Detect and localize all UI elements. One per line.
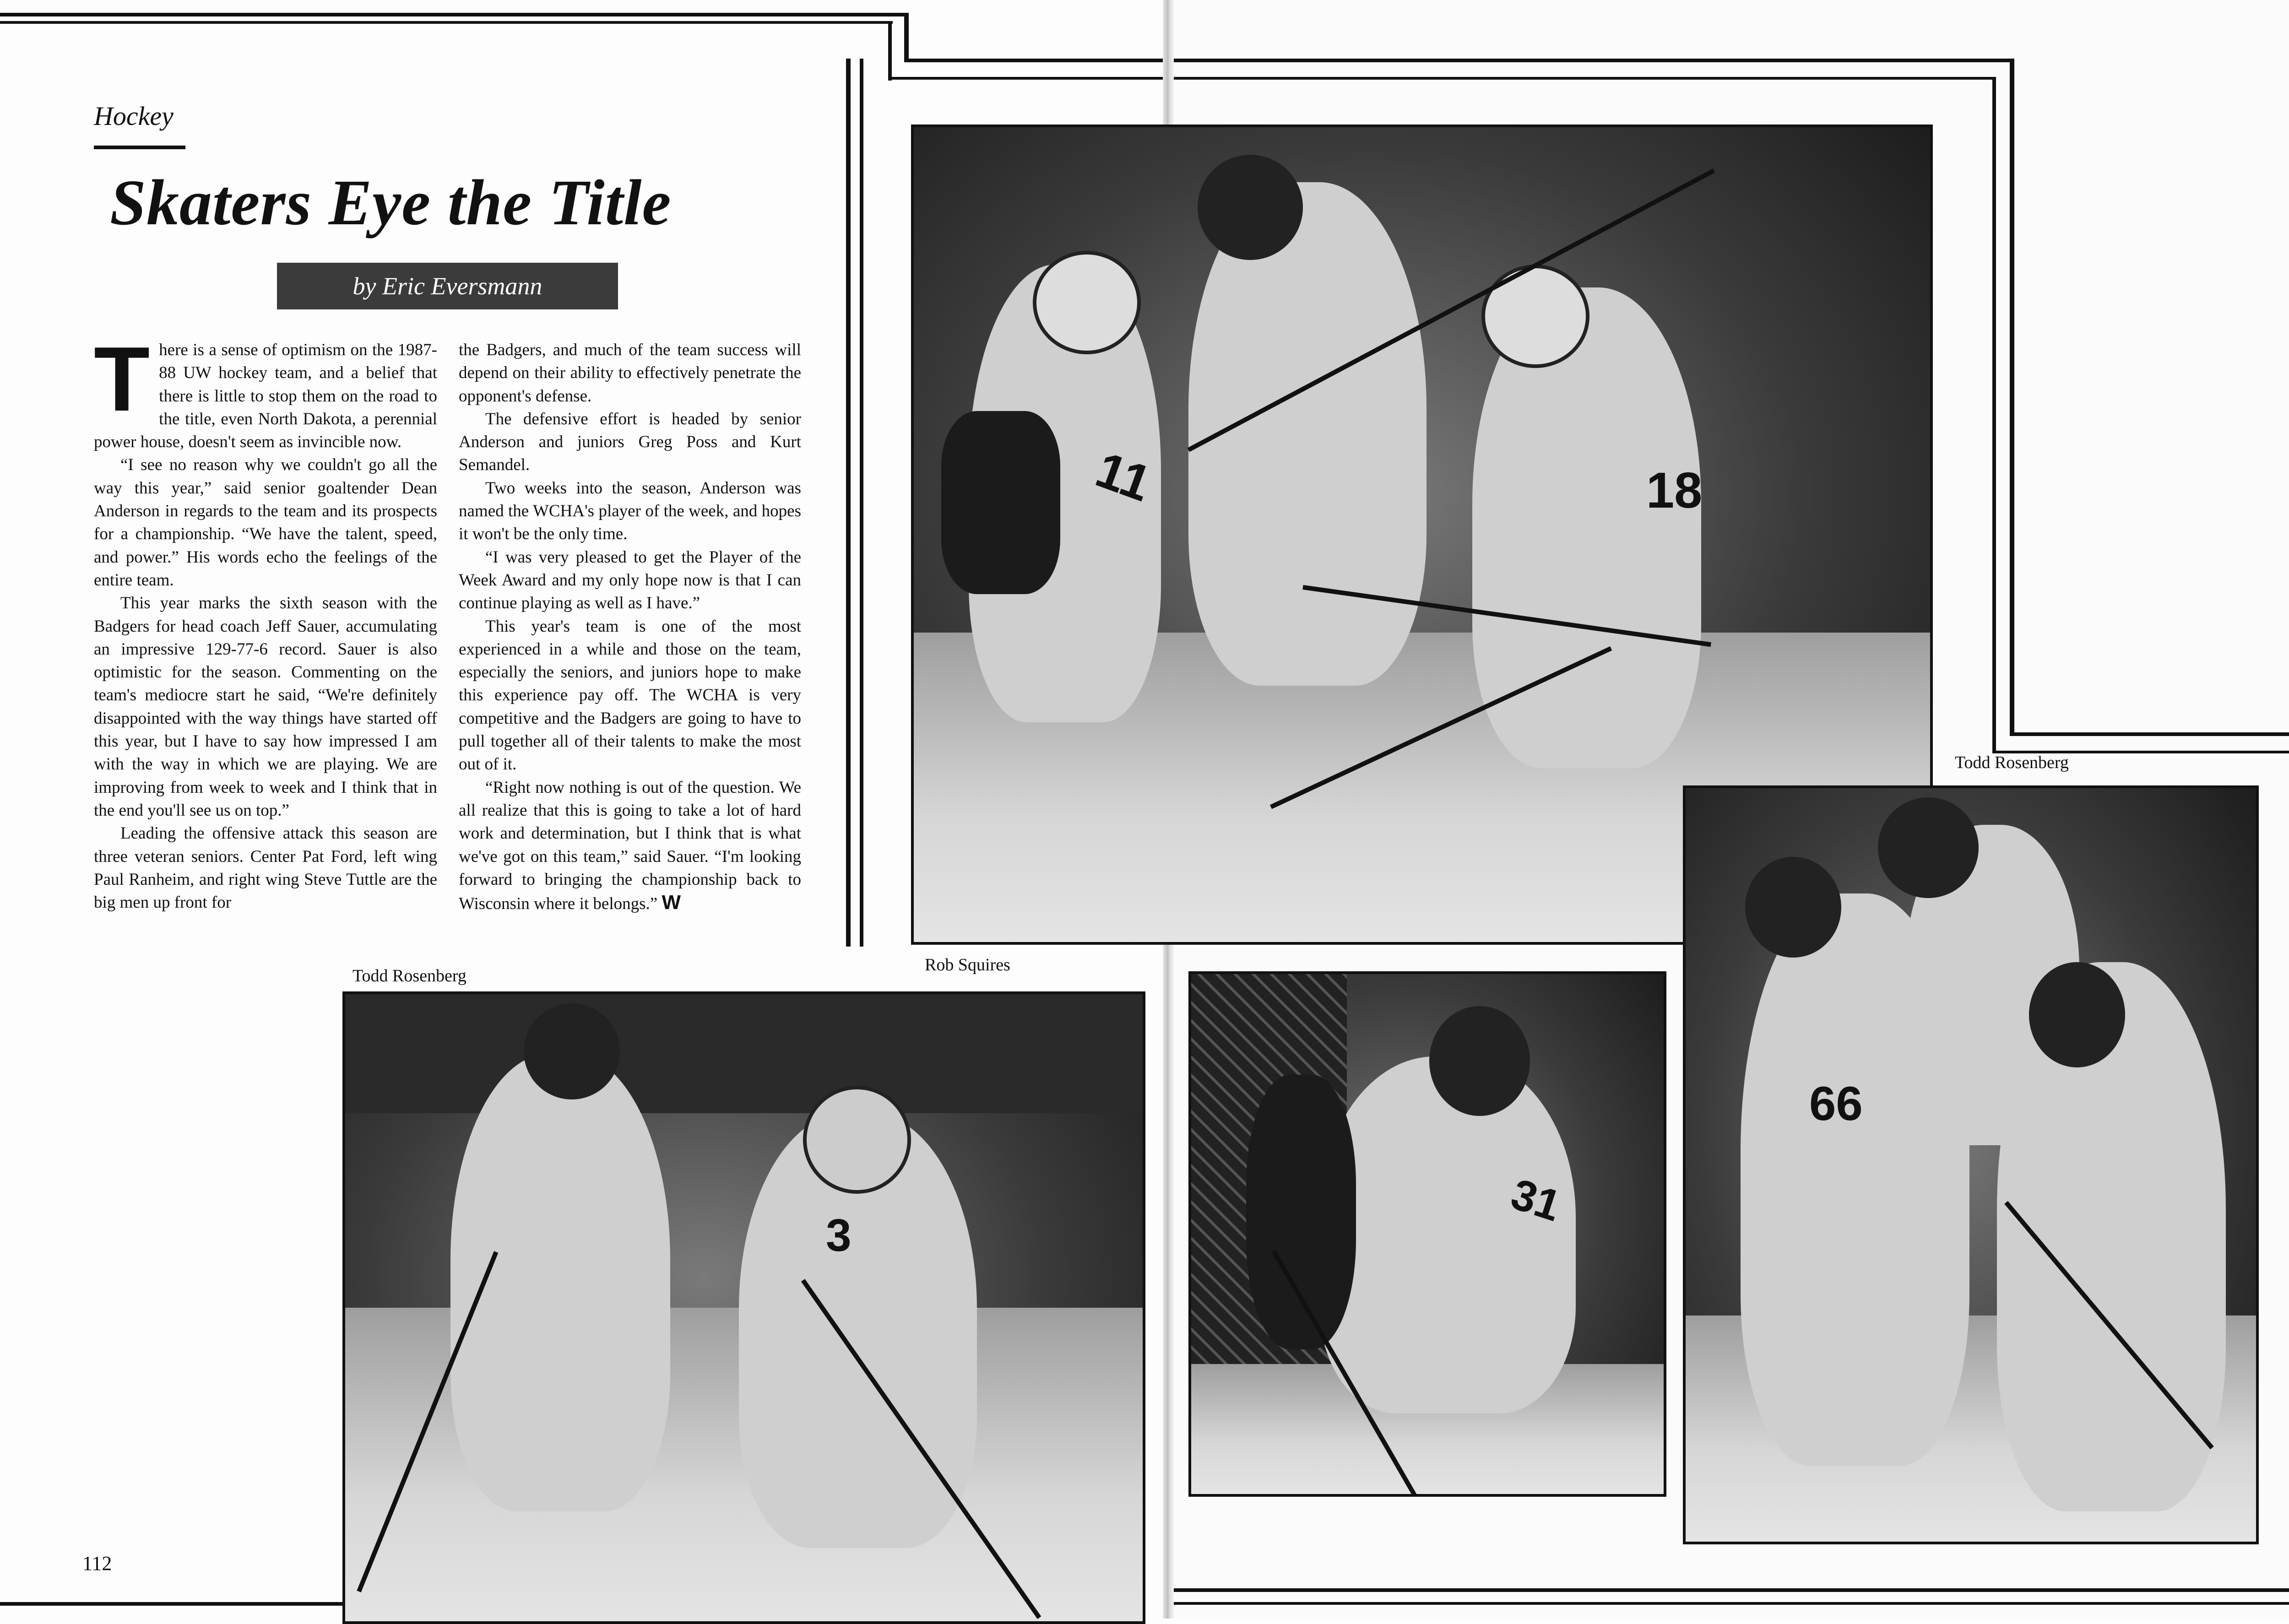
photo-hockey-boards [342, 991, 1145, 1624]
jersey-number: 18 [1646, 462, 1703, 519]
drop-cap: T [94, 328, 150, 430]
article-paragraph: Two weeks into the season, Anderson was named the WCHA's player of the week, and hopes it won't be the only time. [459, 478, 801, 544]
jersey-number: 31 [1505, 1169, 1567, 1231]
page-number: 112 [82, 1552, 112, 1575]
article-paragraph: There is a sense of optimism on the 1987-88 UW hockey team, and a belief that there is little to stop them on the road to the title, even North Dakota, a perennial power house, doesn't seem as invincible now. [94, 328, 437, 452]
article-title: Skaters Eye the Title [110, 166, 672, 238]
jersey-number: 3 [826, 1210, 852, 1261]
article-column-1 [94, 328, 437, 952]
byline-text: by Eric Eversmann [353, 272, 542, 300]
photo-credit-bottom-left: Todd Rosenberg [353, 966, 466, 985]
photo-hockey-faceoff [1683, 785, 2259, 1544]
section-label: Hockey [94, 101, 174, 131]
byline [277, 263, 618, 309]
photo-goalie [1188, 971, 1666, 1497]
section-underline [94, 146, 185, 149]
article-column-2 [459, 339, 801, 952]
article-paragraph: “I was very pleased to get the Player of the Week Award and my only hope now is that I can continue playing as well as I have.” [459, 547, 801, 613]
article-paragraph: Leading the offensive attack this season are three veteran seniors. Center Pat Ford, left wing Paul Ranheim, and right wing Steve Tuttle are the big men up front for [94, 824, 437, 912]
article-paragraph: the Badgers, and much of the team success will depend on their ability to effectively penetrate the opponent's defense. [459, 341, 801, 406]
photo-credit-right: Todd Rosenberg [1955, 753, 2069, 772]
article-paragraph: “I see no reason why we couldn't go all the way this year,” said senior goaltender Dean Anderson in regards to the team and its prospects for a championship. “We have the talent, speed, and power.” His words echo the feelings of the entire team. [94, 455, 437, 590]
photo-credit-top: Rob Squires [925, 955, 1010, 974]
jersey-number: 11 [1089, 441, 1158, 513]
article-paragraph: The defensive effort is headed by senior Anderson and juniors Greg Poss and Kurt Semandel. [459, 409, 801, 475]
jersey-number: 66 [1809, 1077, 1863, 1131]
article-paragraph: This year's team is one of the most experienced in a while and those on the team, especially the seniors, and juniors hope to make this experience pay off. The WCHA is very competitive and the Badgers are going to have to pull together all of their talents to make the most out of it. [459, 617, 801, 774]
article-paragraph: “Right now nothing is out of the question. We all realize that this is going to take a lot of hard work and determination, but I think that is what we've got on this team,” said Sauer. “I'm looking forward to bringing the championship back to Wisconsin where it belongs.” W [459, 778, 801, 914]
end-mark: W [662, 891, 681, 914]
article-paragraph: This year marks the sixth season with the Badgers for head coach Jeff Sauer, accumulating an impressive 129-77-6 record. Sauer is also optimistic for the season. Commenting on the team's mediocre start he said, “We're definitely disappointed with the way things have started off this year, but I have to say how impressed I am with the way in which we are playing. We are improving from week to week and I think that in the end you'll see us on top.” [94, 594, 437, 820]
